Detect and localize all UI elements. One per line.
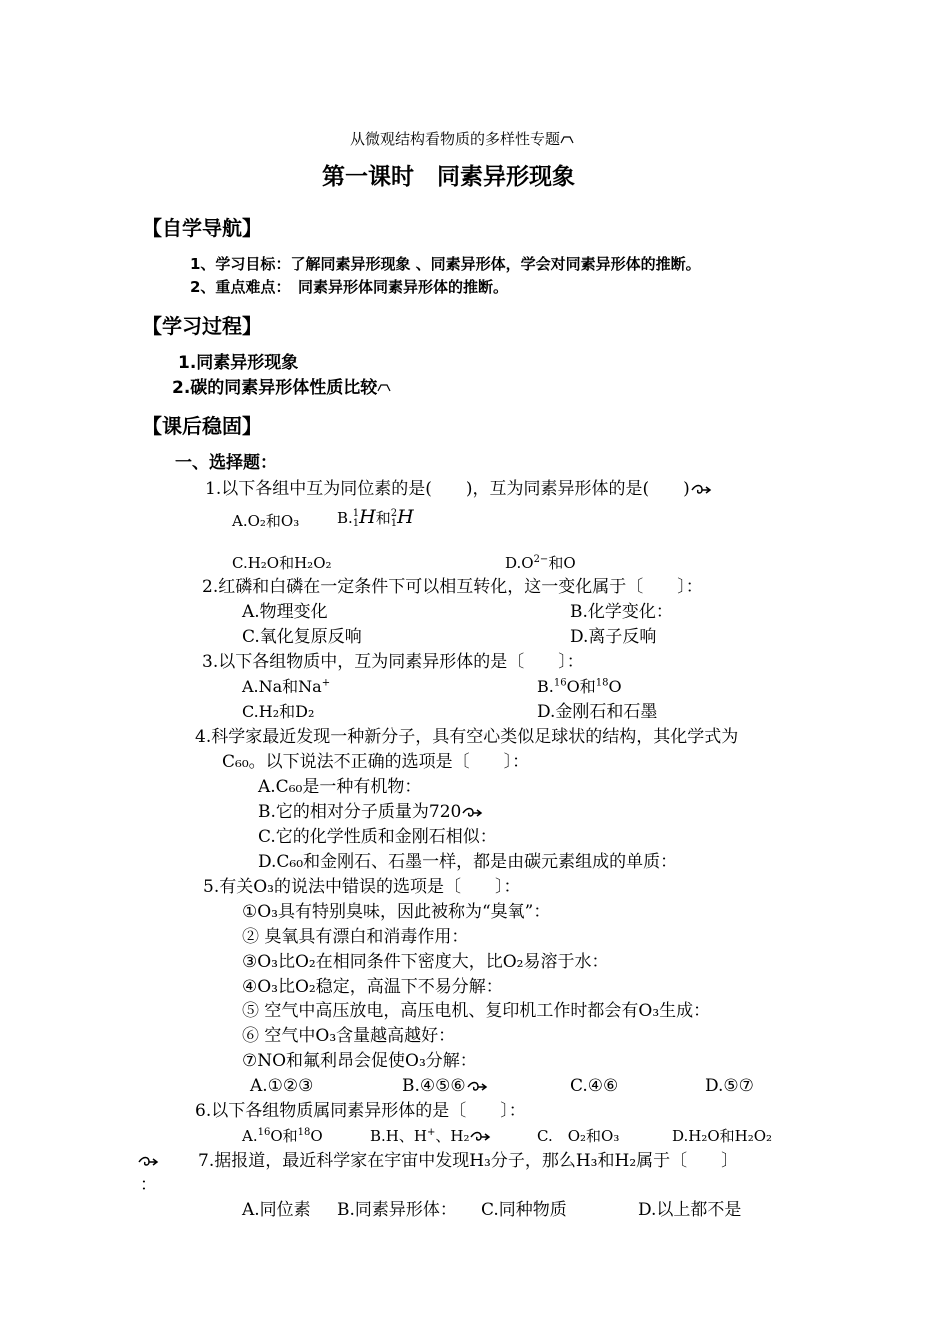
process-item-2: 2.碳的同素异形体性质比较 [172,377,391,399]
curl-mark-icon [469,1131,491,1143]
q1-option-a: A.O₂和O₃ [232,512,300,530]
goal-1: 1、学习目标：了解同素异形现象 、同素异形体，学会对同素异形体的推断。 [190,255,701,273]
q1-option-c: C.H₂O和H₂O₂ [232,554,332,572]
curl-mark-icon [690,484,712,496]
curl-mark-icon [466,1081,488,1093]
q6-option-b: B.H、H+、H₂ [370,1125,491,1147]
q3-option-b: B.$^{16}$O和$^{18}$O [537,677,622,696]
q5-option-b: B.④⑤⑥ [402,1075,488,1097]
q2-stem: 2.红磷和白磷在一定条件下可以相互转化，这一变化属于〔 〕： [202,577,703,597]
q5-option-d: D.⑤⑦ [705,1076,754,1096]
q3-option-c: C.H₂和D₂ [242,702,315,721]
q7-option-b: B.同素异形体： [337,1200,457,1220]
section-self-study: 【自学导航】 [142,216,262,240]
q7-option-a: A.同位素 [242,1200,311,1220]
q5-item-7: ⑦NO和氟利昂会促使O₃分解： [242,1051,477,1071]
process-item-1: 1.同素异形现象 [178,353,299,373]
q7-stem: 7.据报道，最近科学家在宇宙中发现H₃分子，那么H₃和H₂属于〔 〕 [198,1151,739,1171]
q4-option-a: A.C₆₀是一种有机物： [258,777,422,797]
q1-stem: 1.以下各组中互为同位素的是( )，互为同素异形体的是( ) [205,478,712,500]
q7-mark [137,1150,159,1172]
q5-item-6: ⑥ 空气中O₃含量越高越好： [242,1026,456,1046]
choice-heading: 一、选择题： [175,453,277,473]
curl-mark-icon [137,1156,159,1168]
q6-option-d: D.H₂O和H₂O₂ [672,1127,773,1145]
q5-option-a: A.①②③ [250,1076,314,1096]
q5-stem: 5.有关O₃的说法中错误的选项是〔 〕： [203,877,521,897]
q5-item-5: ⑤ 空气中高压放电，高压电机、复印机工作时都会有O₃生成： [242,1001,711,1021]
curl-mark-icon [461,807,483,819]
squiggle-mark-icon [560,135,574,145]
q6-option-a: A.$^{16}$O和$^{18}$O [242,1127,323,1145]
section-consolidate: 【课后稳固】 [142,414,262,438]
q5-option-c: C.④⑥ [570,1076,619,1096]
q2-option-b: B.化学变化： [570,602,673,622]
q5-item-1: ①O₃具有特别臭味，因此被称为“臭氧”： [242,902,551,922]
q7-option-d: D.以上都不是 [638,1200,742,1220]
q6-option-c: C. O₂和O₃ [537,1127,620,1145]
q4-stem-line2: C₆₀。以下说法不正确的选项是〔 〕： [222,752,530,772]
q1-option-b: B.1 1H和2 1H [337,506,414,529]
q4-option-b: B.它的相对分子质量为720 [258,801,483,823]
q4-option-d: D.C₆₀和金刚石、石墨一样，都是由碳元素组成的单质： [258,852,678,872]
section-process: 【学习过程】 [142,314,262,338]
q1-option-d: $D.O^{2-}$和O [505,554,576,572]
q7-option-c: C.同种物质 [481,1200,567,1220]
q4-option-c: C.它的化学性质和金刚石相似： [258,827,497,847]
lesson-title: 第一课时 同素异形现象 [322,164,575,190]
q5-item-3: ③O₃比O₂在相同条件下密度大，比O₂易溶于水： [242,952,609,972]
q3-option-d: D.金刚石和石墨 [537,702,658,722]
q3-option-a: A.Na和Na+ [242,677,331,696]
q2-option-a: A.物理变化 [242,602,328,622]
q5-item-4: ④O₃比O₂稳定，高温下不易分解： [242,977,503,997]
top-line: 从微观结构看物质的多样性专题 [350,128,574,150]
goal-2: 2、重点难点： 同素异形体同素异形体的推断。 [190,278,508,296]
squiggle-mark-icon [377,383,391,393]
q4-stem-line1: 4.科学家最近发现一种新分子，具有空心类似足球状的结构，其化学式为 [195,727,739,747]
q7-colon: ： [140,1175,157,1195]
q5-item-2: ② 臭氧具有漂白和消毒作用： [242,927,469,947]
q6-stem: 6.以下各组物质属同素异形体的是〔 〕： [195,1101,526,1121]
q2-option-c: C.氧化复原反响 [242,627,362,647]
q3-stem: 3.以下各组物质中，互为同素异形体的是〔 〕： [202,652,584,672]
q2-option-d: D.离子反响 [570,627,657,647]
